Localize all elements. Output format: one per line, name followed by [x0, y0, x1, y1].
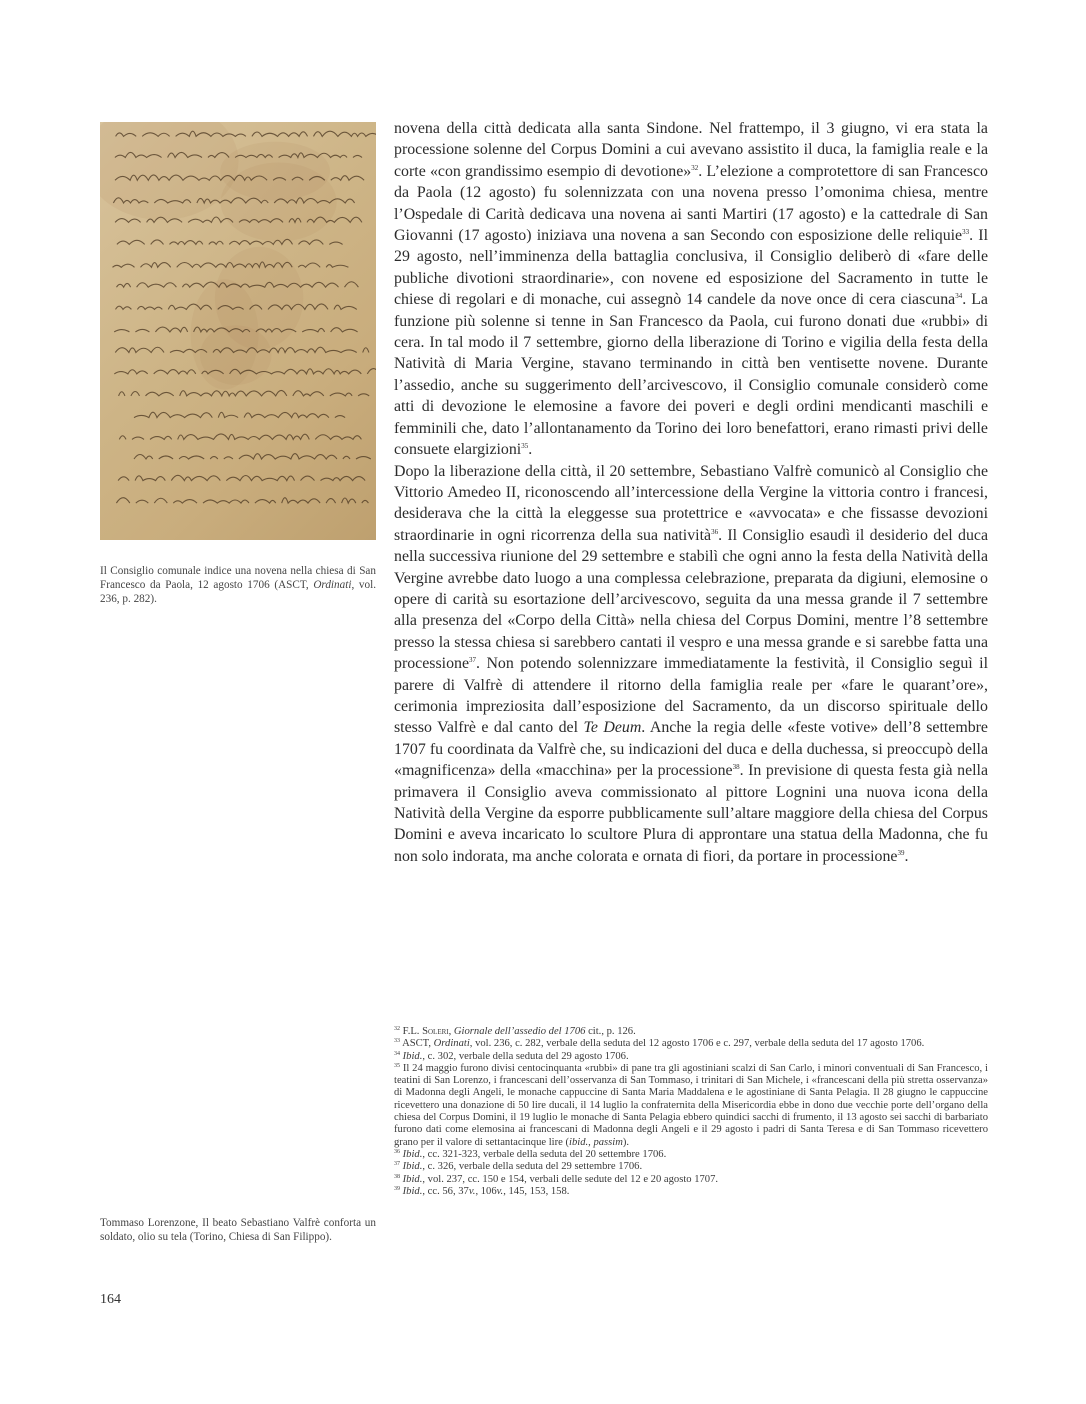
paragraph-1: novena della città dedicata alla santa Sindone. Nel frattempo, il 3 giugno, vi era stata la processione solenne del Corpus Domini a cui avevano assistito il duca, la famiglia reale e la corte «con grandissimo esempio di devotione»$^{32}$. L’elezione a comprotettore di san Francesco da Paola (12 agosto) fu solennizzata con una novena presso l’omonima chiesa, mentre l’Ospedale di Carità dedicava una novena ai santi Martiri (17 agosto) e la cattedrale di San Giovanni (17 agosto) iniziava una novena a san Secondo con esposizione delle reliquie$^{33}$. Il 29 agosto, nell’imminenza della battaglia conclusiva, il Consiglio deliberò di «fare delle publiche divotioni straordinarie», con novene ed esposizione del Sacramento in tutte le chiese di regolari e di monache, cui assegnò 14 candele da nove once di cera ciascuna$^{34}$. La funzione più solenne si tenne in San Francesco da Paola, cui furono donati due «rubbi» di cera. In tal modo il 7 settembre, giorno della liberazione di Torino e vigilia della festa della Natività di Maria Vergine, stavano terminando in città ben ventisette novene. Durante l’assedio, anche su suggerimento dell’arcivescovo, il Consiglio comunale considerò come atti di devozione le elemosine a favore dei poveri e degli ordini mendicanti maschili e femminili che, dato l’allontanamento da Torino dei loro benefattori, erano rimasti privi delle consuete elargizioni$^{35}$.	[394, 120, 989, 459]
footnote-39: $^{39}$ Ibid., cc. 56, 37v., 106v., 145, 153, 158.	[394, 1185, 570, 1197]
handwriting-strokes	[100, 122, 376, 540]
footnote-32: $^{32}$ F.L. Soleri, Giornale dell’assedio del 1706 cit., p. 126.	[394, 1026, 636, 1037]
footnote-36: $^{36}$ Ibid., cc. 321-323, verbale della seduta del 20 settembre 1706.	[394, 1148, 667, 1160]
manuscript-image	[100, 122, 376, 540]
image-caption-painting: Tommaso Lorenzone, Il beato Sebastiano Valfrè conforta un soldato, olio su tela (Torino, Chiesa di San Filippo).	[100, 1217, 376, 1243]
page-number: 164	[100, 1292, 121, 1307]
footnote-37: $^{37}$ Ibid., c. 326, verbale della seduta del 29 settembre 1706.	[394, 1161, 643, 1173]
footnote-34: $^{34}$ Ibid., c. 302, verbale della seduta del 29 agosto 1706.	[394, 1050, 629, 1062]
footnote-38: $^{38}$ Ibid., vol. 237, cc. 150 e 154, verbali delle sedute del 12 e 20 agosto 1707.	[394, 1173, 719, 1185]
footnote-33: $^{33}$ ASCT, Ordinati, vol. 236, c. 282, verbale della seduta del 12 agosto 1706 e c. 297, verbale della seduta del 17 agosto 1706.	[394, 1038, 925, 1050]
body-text	[394, 118, 988, 867]
paragraph-2: Dopo la liberazione della città, il 20 settembre, Sebastiano Valfrè comunicò al Consiglio che Vittorio Amedeo II, riconoscendo all’intercessione della Vergine la vittoria contro i francesi, desiderava che la città la eleggesse sua protettrice e «avvocata» e che fissasse devozioni straordinarie in ogni ricorrenza della sua natività$^{36}$. Il Consiglio esaudì il desiderio del duca nella successiva riunione del 29 settembre e stabilì che ogni anno la festa della Natività della Vergine avrebbe dato luogo a una complessa celebrazione, preparata da digiuni, elemosine o opere di carità su esortazione dell’arcivescovo, seguita da una messa grande il 7 settembre alla presenza del «Corpo della Città» nella chiesa del Corpus Domini, mentre l’8 settembre presso la stessa chiesa si sarebbero cantati il vespro e una messa grande e si sarebbe fatta una processione$^{37}$. Non potendo solennizzare immediatamente la festività, il Consiglio seguì il parere di Valfrè di attendere il ritorno della famiglia reale per «fare le quarant’ore», cerimonia impreziosita dall’esposizione del Sacramento, da un discorso spirituale dello stesso Valfrè e dal canto del Te Deum. Anche la regia delle «feste votive» dell’8 settembre 1707 fu coordinata da Valfrè che, su indicazioni del duca e della duchessa, si preoccupò della «magnificenza» della «macchina» per la processione$^{38}$. In previsione di questa festa già nella primavera il Consiglio aveva commissionato al pittore Lognini una nuova icona della Natività della Vergine da esporre pubblicamente sull’altare maggiore della chiesa del Corpus Domini e aveva incaricato lo scultore Plura di approntare una statua della Madonna, che fu non solo indorata, ma anche colorata e ornata di fiori, da portare in processione$^{39}$.	[394, 462, 989, 865]
image-caption-manuscript: Il Consiglio comunale indice una novena nella chiesa di San Francesco da Paola, 12 agosto 1706 (ASCT, Ordinati, vol. 236, p. 282).	[100, 565, 376, 605]
footnotes	[394, 1026, 988, 1198]
footnote-35: $^{35}$ Il 24 maggio furono divisi centocinquanta «rubbi» di pane tra gli agostiniani scalzi di San Carlo, i minori conventuali di San Francesco, i teatini di San Lorenzo, i francescani dell’osservanza di San Tommaso, i trinitari di San Michele, i «francescani della più stretta osservanza» di Madonna degli Angeli, le monache cappuccine di Santa Maria Maddalena e le agostiniane di Santa Pelagia. Il 28 giugno le cappuccine ricevettero una donazione di 50 lire ducali, il 14 luglio la confraternita della Misericordia ebbe in dono due vecchie porte dell’organo della chiesa del Corpus Domini, il 19 luglio le monache di Santa Pelagia ebbero quindici sacchi di frumento, il 13 agosto sei sacchi di barbariato furono dati come elemosina ai francescani di Madonna degli Angeli e il 29 agosto i padri di Santa Teresa e di San Tommaso ricevettero grano per il valore di settantacinque lire (ibid., passim).	[394, 1062, 988, 1148]
